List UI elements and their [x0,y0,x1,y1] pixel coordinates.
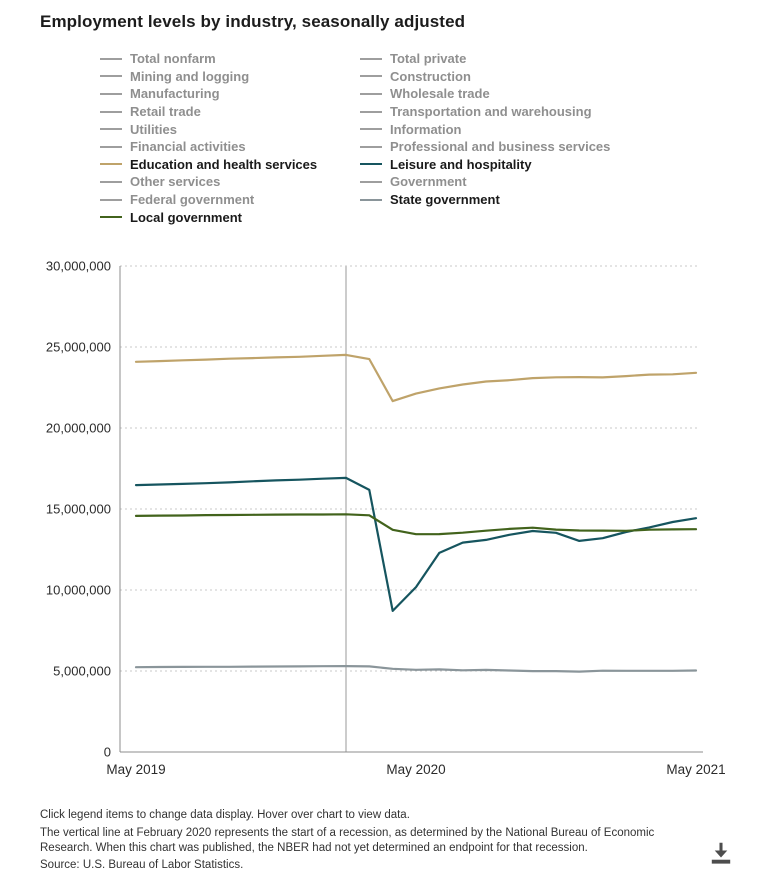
y-axis-tick-label: 30,000,000 [45,258,111,274]
legend-item-retail-trade[interactable] [100,103,360,121]
chart-title: Employment levels by industry, seasonally adjusted [40,12,466,31]
legend-item-label: Financial activities [130,139,246,155]
y-axis-tick-label: 10,000,000 [45,582,111,598]
legend-item-transportation-and-warehousing[interactable] [360,103,610,121]
legend-item-label: Federal government [130,192,255,208]
legend-swatch-line [100,163,122,165]
legend-item-manufacturing[interactable] [100,85,360,103]
legend-swatch-line [100,146,122,148]
y-axis-tick-label: 20,000,000 [45,420,111,436]
y-axis-tick-label: 15,000,000 [45,501,111,517]
source-text: Source: U.S. Bureau of Labor Statistics. [40,859,244,871]
series-line-education-and-health-services[interactable] [136,355,696,401]
series-line-leisure-and-hospitality[interactable] [136,478,696,611]
legend-item-other-services[interactable] [100,173,360,191]
legend-item-label: Information [390,121,462,137]
legend-swatch-line [360,128,382,130]
legend-swatch-line [100,216,122,218]
legend-item-label: Government [390,174,467,190]
legend-item-state-government[interactable] [360,191,610,209]
legend-item-federal-government[interactable] [100,191,360,209]
legend-item-label: Total nonfarm [130,51,216,67]
x-axis-tick-label: May 2020 [386,762,446,777]
legend-item-wholesale-trade[interactable] [360,85,610,103]
legend-item-label: Retail trade [130,104,201,120]
legend-item-government[interactable] [360,173,610,191]
legend-hint-text: Click legend items to change data display. Hover over chart to view data. [40,809,410,821]
legend-item-label: Wholesale trade [390,86,490,102]
legend-item-label: Education and health services [130,156,318,172]
legend-swatch-line [100,75,122,77]
download-button[interactable] [706,840,736,868]
x-axis-tick-label: May 2021 [666,762,726,777]
legend-swatch-line [100,93,122,95]
legend-item-label: Local government [130,209,242,225]
legend-swatch-line [360,199,382,201]
legend-item-label: Construction [390,68,471,84]
legend-swatch-line [360,75,382,77]
legend-item-leisure-and-hospitality[interactable] [360,156,610,174]
legend-item-label: Total private [390,51,467,67]
legend-item-financial-activities[interactable] [100,138,360,156]
legend-item-label: Mining and logging [130,68,250,84]
y-axis-tick-label: 5,000,000 [53,663,111,679]
legend-item-label: Leisure and hospitality [390,156,532,172]
legend-swatch-line [360,181,382,183]
legend-swatch-line [360,58,382,60]
legend-swatch-line [360,146,382,148]
legend-swatch-line [360,111,382,113]
legend-item-mining-and-logging[interactable] [100,68,360,86]
legend-swatch-line [100,199,122,201]
legend-item-local-government[interactable] [100,208,360,226]
legend-item-label: Professional and business services [390,139,611,155]
legend-item-label: State government [390,192,500,208]
legend-item-professional-and-business-services[interactable] [360,138,610,156]
download-icon [708,840,734,866]
legend-item-label: Manufacturing [130,86,220,102]
legend-swatch-line [360,163,382,165]
y-axis-tick-label: 0 [103,744,111,760]
employment-chart[interactable] [0,250,762,790]
recession-note-text: The vertical line at February 2020 represents the start of a recession, as determined by the National Bureau of Economic Research. When this chart was published, the NBER had not yet determined an endpoint for that recession. [40,827,655,854]
x-axis-tick-label: May 2019 [106,762,166,777]
legend-item-total-nonfarm[interactable] [100,50,360,68]
legend-column [100,50,360,226]
y-axis-tick-label: 25,000,000 [45,339,111,355]
legend-item-information[interactable] [360,120,610,138]
legend-swatch-line [100,181,122,183]
legend-item-education-and-health-services[interactable] [100,156,360,174]
legend-swatch-line [100,128,122,130]
legend-swatch-line [360,93,382,95]
legend-swatch-line [100,58,122,60]
legend-item-label: Other services [130,174,221,190]
legend-swatch-line [100,111,122,113]
legend-item-label: Transportation and warehousing [390,104,592,120]
legend-item-label: Utilities [130,121,177,137]
legend-item-total-private[interactable] [360,50,610,68]
legend-item-utilities[interactable] [100,120,360,138]
legend-item-construction[interactable] [360,68,610,86]
legend-column [360,50,610,226]
series-line-local-government[interactable] [136,514,696,534]
legend [100,50,610,226]
